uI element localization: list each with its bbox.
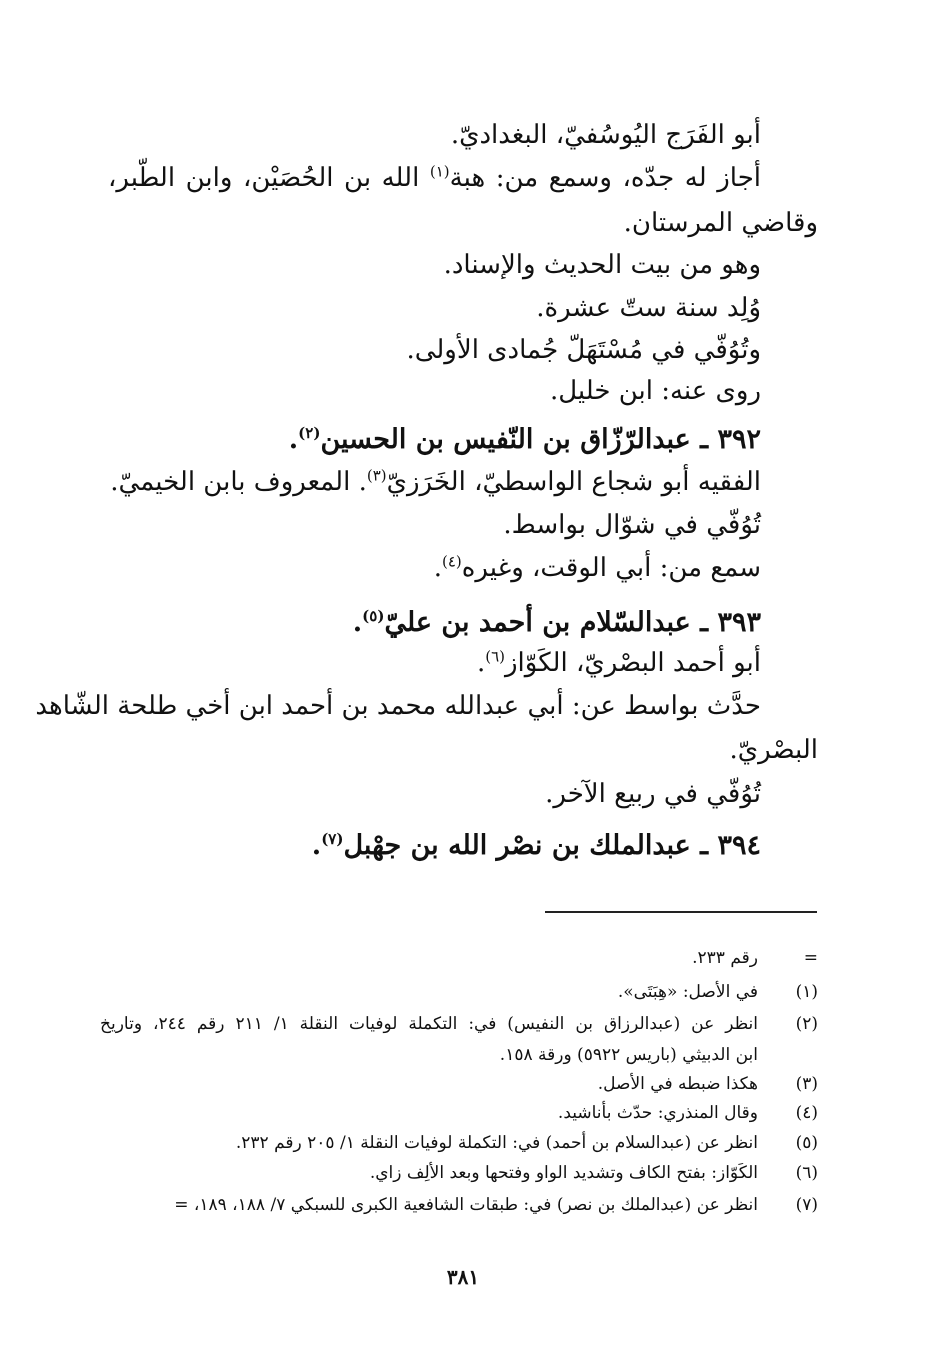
footnote-ref[interactable]: (٥)	[362, 607, 385, 625]
footnote-number: (١)	[795, 982, 818, 1002]
footnote-text: رقم ٢٣٣.	[692, 948, 758, 968]
text-line: وقاضي المرستان.	[623, 208, 818, 238]
entry-title: ٣٩٢ ـ عبدالرّزّاق بن النّفيس بن الحسين	[320, 424, 761, 455]
footnote-ref[interactable]: (٤)	[442, 552, 462, 571]
text-line: وُلِد سنة ستّ عشرة.	[536, 293, 761, 323]
text-fragment: .	[433, 553, 442, 583]
entry-heading	[312, 826, 761, 866]
footnote-text: في الأصل: «هِبَتَى».	[617, 982, 758, 1002]
continuation-mark: =	[803, 948, 818, 968]
footnote-text: انظر عن (عبدالملك بن نصر) في: طبقات الشافعية الكبرى للسبكي ٧/ ١٨٨، ١٨٩، =	[174, 1195, 758, 1215]
footnote-number: (٢)	[795, 1014, 818, 1034]
footnote-number: (٣)	[795, 1074, 818, 1094]
text-line: تُوُفّي في شوّال بواسط.	[503, 510, 761, 540]
entry-heading	[353, 603, 761, 643]
text-fragment: .	[476, 648, 486, 678]
text-fragment: أجاز له جدّه، وسمع من: هبة	[449, 163, 761, 193]
footnote-separator	[545, 911, 817, 913]
text-line	[108, 158, 761, 198]
footnote-number: (٥)	[795, 1133, 818, 1153]
text-line: تُوُفّي في ربيع الآخر.	[545, 779, 761, 809]
punctuation: .	[311, 830, 322, 861]
text-fragment: . المعروف بابن الخيميّ.	[110, 467, 367, 497]
punctuation: .	[288, 424, 299, 455]
footnote-text: ابن الدبيثي (باريس ٥٩٢٢) ورقة ١٥٨.	[499, 1045, 758, 1065]
footnote-number: (٧)	[795, 1195, 818, 1215]
text-line	[434, 548, 761, 588]
entry-title: ٣٩٣ ـ عبدالسّلام بن أحمد بن عليّ	[384, 607, 761, 638]
text-fragment: الله بن الحُصَيْن، وابن الطّبر،	[108, 163, 430, 193]
footnote-text: انظر عن (عبدالرزاق بن النفيس) في: التكملة لوفيات النقلة ١/ ٢١١ رقم ٢٤٤، وتاريخ	[100, 1014, 758, 1034]
footnote-text: وقال المنذري: حدّث بأناشيد.	[557, 1103, 758, 1123]
entry-title: ٣٩٤ ـ عبدالملك بن نصْر الله بن جهْبل	[343, 830, 761, 861]
footnote-text: الكَوّاز: بفتح الكاف وتشديد الواو وفتحها وبعد الألِف زاي.	[369, 1163, 758, 1183]
footnote-text: انظر عن (عبدالسلام بن أحمد) في: التكملة لوفيات النقلة ١/ ٢٠٥ رقم ٢٣٢.	[235, 1133, 758, 1153]
text-line: وهو من بيت الحديث والإسناد.	[443, 250, 761, 280]
text-line	[110, 462, 761, 502]
text-line: وتُوُفّي في مُسْتَهَلّ جُمادى الأولى.	[406, 335, 761, 365]
footnote-number: (٦)	[795, 1163, 818, 1183]
footnote-number: (٤)	[795, 1103, 818, 1123]
text-line: أبو الفَرَج اليُوسُفيّ، البغداديّ.	[450, 120, 761, 150]
footnote-ref[interactable]: (٢)	[298, 424, 321, 442]
footnote-ref[interactable]: (٣)	[366, 466, 387, 485]
text-fragment: سمع من: أبي الوقت، وغيره	[461, 553, 761, 583]
footnote-ref[interactable]: (٧)	[321, 830, 344, 848]
punctuation: .	[352, 607, 363, 638]
text-line: روى عنه: ابن خليل.	[549, 376, 761, 406]
text-line: حدَّث بواسط عن: أبي عبدالله محمد بن أحمد ابن أخي طلحة الشّاهد	[35, 691, 761, 721]
text-fragment: أبو أحمد البصْريّ، الكَوّاز	[504, 648, 761, 678]
footnote-ref[interactable]: (٦)	[485, 647, 505, 666]
footnote-ref[interactable]: (١)	[429, 162, 450, 181]
text-fragment: الفقيه أبو شجاع الواسطيّ، الخَرَزيّ	[386, 467, 761, 497]
text-line	[477, 643, 761, 683]
entry-heading	[289, 420, 761, 460]
text-line: البصْريّ.	[729, 735, 818, 765]
page-number: ٣٨١	[446, 1265, 480, 1289]
footnote-text: هكذا ضبطه في الأصل.	[597, 1074, 758, 1094]
